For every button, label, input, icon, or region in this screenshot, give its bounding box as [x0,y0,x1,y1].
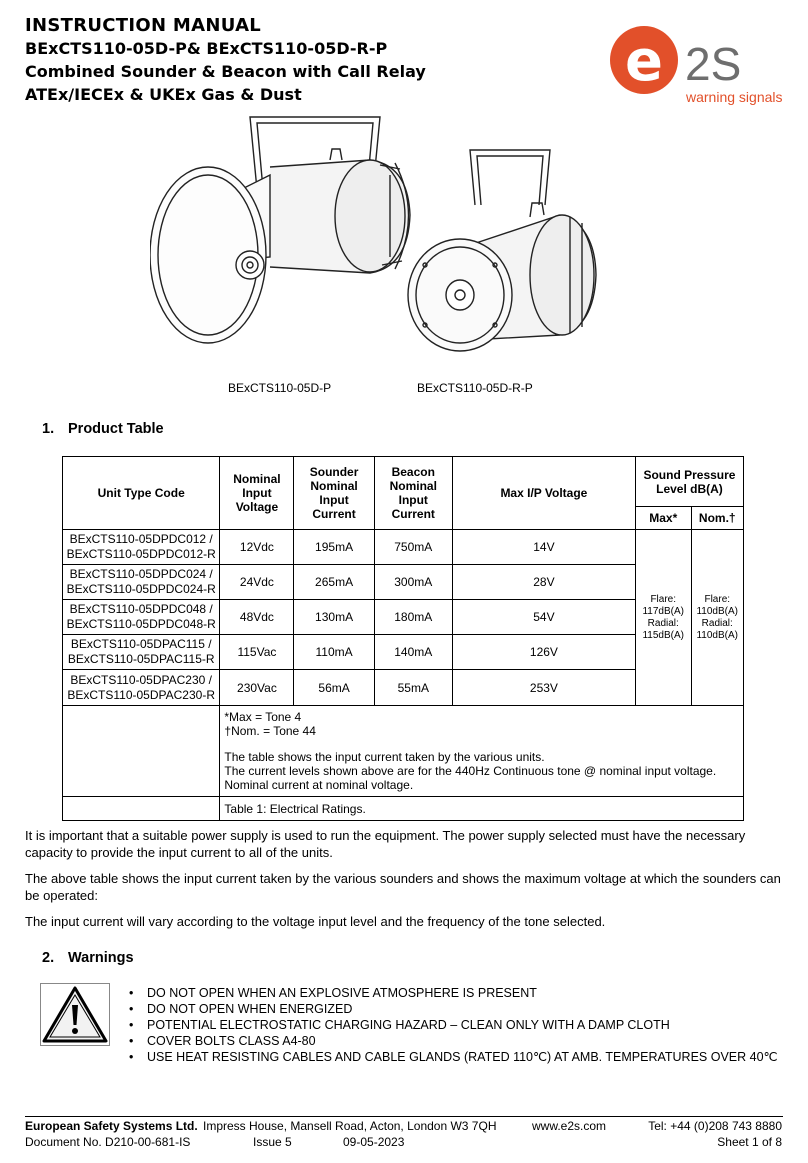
e2s-logo [610,22,800,107]
sounder-current-cell: 265mA [294,565,374,600]
logo-brand: 2S [685,38,742,90]
list-item: • POTENTIAL ELECTROSTATIC CHARGING HAZARD – CLEAN ONLY WITH A DAMP CLOTH [125,1017,785,1033]
beacon-current-cell: 300mA [374,565,452,600]
col-header-unit-type-code: Unit Type Code [63,457,220,530]
section-2-number: 2. [42,950,55,966]
unit-code-cell: BExCTS110-05DPDC024 / BExCTS110-05DPDC024-R [63,565,220,600]
section-1-number: 1. [42,421,55,437]
note-max-tone: *Max = Tone 4 [224,710,302,724]
footer-document-number: Document No. D210-00-681-IS [25,1135,191,1149]
document-header [25,14,426,106]
note-nom-tone: †Nom. = Tone 44 [224,724,316,738]
footer-date: 09-05-2023 [343,1135,405,1149]
footer-divider [25,1116,783,1117]
max-ip-voltage-cell: 253V [452,670,635,706]
model-line: BExCTS110-05D-P& BExCTS110-05D-R-P [25,39,388,58]
flare-sounder-drawing [150,117,410,343]
paragraph-table-explanation: The above table shows the input current taken by the various sounders and shows the maximum voltage at which the sounders can be operated: [25,871,781,903]
col-header-nominal-input-voltage: Nominal Input Voltage [220,457,294,530]
beacon-current-cell: 55mA [374,670,452,706]
beacon-current-cell: 750mA [374,530,452,565]
footer-company: European Safety Systems Ltd. [25,1119,198,1133]
paragraph-power-supply: It is important that a suitable power supply is used to run the equipment. The power supply selected must have the necessary capacity to provide the input current to all of the units. [25,828,746,860]
voltage-cell: 48Vdc [220,600,294,635]
footer-phone: Tel: +44 (0)208 743 8880 [648,1119,782,1133]
section-2-title: Warnings [68,950,134,966]
note-line-2: The current levels shown above are for the 440Hz Continuous tone @ nominal input voltage. [224,764,717,778]
unit-code-cell: BExCTS110-05DPDC012 / BExCTS110-05DPDC012-R [63,530,220,565]
voltage-cell: 12Vdc [220,530,294,565]
col-header-spl-max: Max* [635,507,691,530]
certification-line: ATEx/IECEx & UKEx Gas & Dust [25,85,302,104]
table-notes-row [63,706,744,797]
spl-nom-cell: Flare: 110dB(A) Radial: 110dB(A) [691,530,744,706]
col-header-sounder-current: Sounder Nominal Input Current [294,457,374,530]
warnings-list [125,985,785,1065]
beacon-current-cell: 180mA [374,600,452,635]
section-1-title: Product Table [68,421,164,437]
max-ip-voltage-cell: 54V [452,600,635,635]
footer-sheet: Sheet 1 of 8 [717,1135,782,1149]
table-caption-row [63,797,744,821]
table-notes [220,706,744,797]
warning-triangle-icon [40,983,110,1046]
sounder-current-cell: 56mA [294,670,374,706]
spl-max-cell: Flare: 117dB(A) Radial: 115dB(A) [635,530,691,706]
footer-issue: Issue 5 [253,1135,292,1149]
sounder-current-cell: 130mA [294,600,374,635]
logo-e-mark: e [625,29,663,94]
voltage-cell: 115Vac [220,635,294,670]
product-table [62,456,744,821]
product-illustrations [150,105,630,360]
col-header-sound-pressure-level: Sound Pressure Level dB(A) [635,457,743,507]
note-line-3: Nominal current at nominal voltage. [224,778,414,792]
list-item: • USE HEAT RESISTING CABLES AND CABLE GLANDS (RATED 110℃) AT AMB. TEMPERATURES OVER 40℃ [125,1049,785,1065]
caption-radial-model: BExCTS110-05D-R-P [417,381,533,395]
sounder-current-cell: 195mA [294,530,374,565]
list-item: • DO NOT OPEN WHEN ENERGIZED [125,1001,785,1017]
sounder-current-cell: 110mA [294,635,374,670]
unit-code-cell: BExCTS110-05DPAC230 / BExCTS110-05DPAC230-R [63,670,220,706]
footer-website[interactable]: www.e2s.com [532,1119,607,1133]
max-ip-voltage-cell: 14V [452,530,635,565]
max-ip-voltage-cell: 126V [452,635,635,670]
caption-flare-model: BExCTS110-05D-P [228,381,332,395]
list-item: • DO NOT OPEN WHEN AN EXPLOSIVE ATMOSPHERE IS PRESENT [125,985,785,1001]
table-caption: Table 1: Electrical Ratings. [220,797,744,821]
col-header-max-ip-voltage: Max I/P Voltage [452,457,635,530]
radial-sounder-drawing [408,150,596,351]
max-ip-voltage-cell: 28V [452,565,635,600]
section-1-heading [42,421,164,437]
voltage-cell: 230Vac [220,670,294,706]
paragraph-input-current: The input current will vary according to the voltage input level and the frequency of the tone selected. [25,914,606,929]
note-line-1: The table shows the input current taken by the various units. [224,750,545,764]
col-header-spl-nom: Nom.† [691,507,744,530]
table-row [63,530,744,565]
product-description: Combined Sounder & Beacon with Call Relay [25,62,426,81]
unit-code-cell: BExCTS110-05DPAC115 / BExCTS110-05DPAC115-R [63,635,220,670]
section-2-heading [42,950,134,966]
col-header-beacon-current: Beacon Nominal Input Current [374,457,452,530]
unit-code-cell: BExCTS110-05DPDC048 / BExCTS110-05DPDC048-R [63,600,220,635]
logo-tagline: warning signals [686,89,783,105]
voltage-cell: 24Vdc [220,565,294,600]
list-item: • COVER BOLTS CLASS A4-80 [125,1033,785,1049]
manual-title: INSTRUCTION MANUAL [25,15,262,36]
beacon-current-cell: 140mA [374,635,452,670]
footer-address: Impress House, Mansell Road, Acton, London W3 7QH [203,1119,497,1133]
